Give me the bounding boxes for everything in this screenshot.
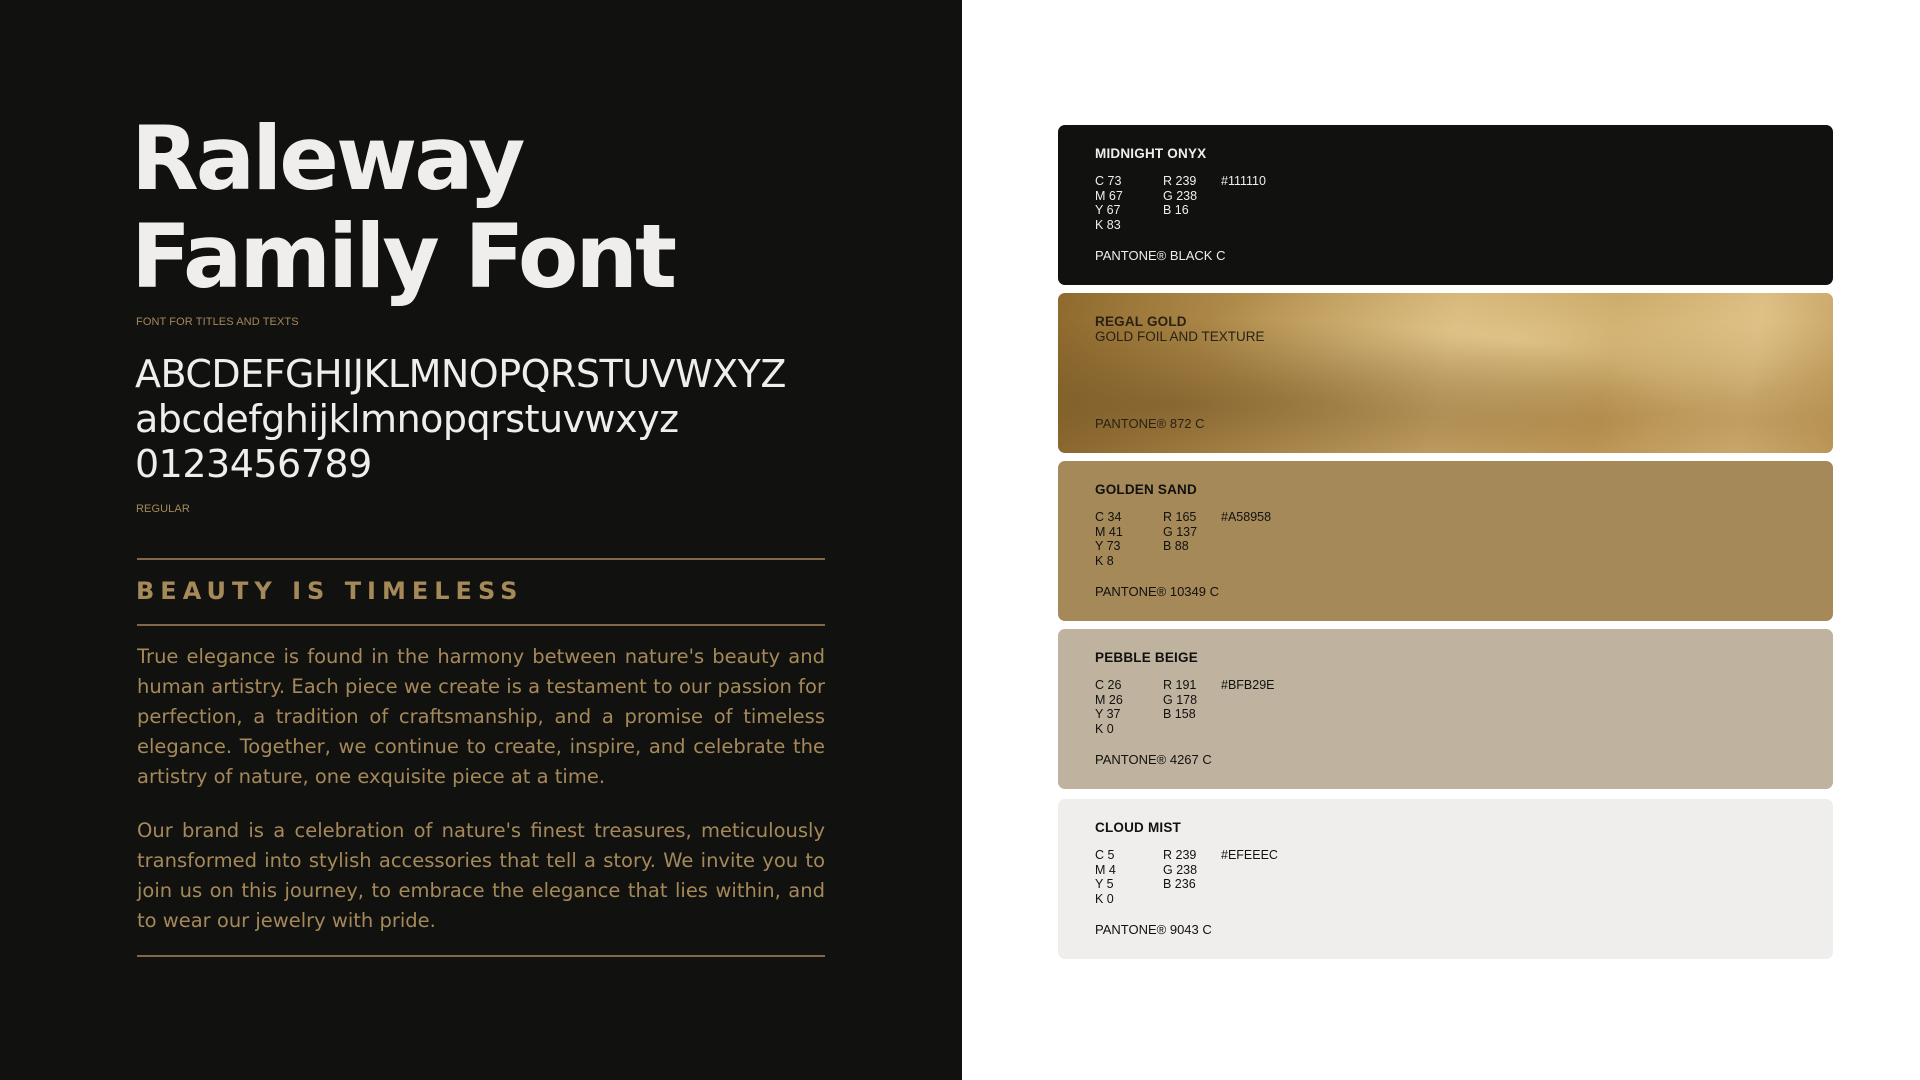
hex-value: #111110 (1221, 174, 1266, 188)
rgb-g: G 178 (1163, 692, 1198, 707)
font-title (131, 107, 675, 308)
rgb-b: B 16 (1163, 203, 1189, 217)
swatch-name: PEBBLE BEIGE (1095, 650, 1198, 665)
weight-label: REGULAR (136, 503, 190, 515)
cmyk-values (1095, 510, 1163, 568)
pantone-value: PANTONE® 872 C (1095, 416, 1205, 431)
cmyk-values (1095, 848, 1163, 906)
hex-value: #BFB29E (1221, 678, 1275, 692)
swatch-description: GOLD FOIL AND TEXTURE (1095, 329, 1265, 344)
rgb-values (1163, 174, 1221, 232)
cmyk-y: Y 73 (1095, 539, 1121, 553)
cmyk-c: C 34 (1095, 510, 1122, 524)
cmyk-c: C 5 (1095, 848, 1115, 862)
hex-value: #EFEEEC (1221, 848, 1278, 862)
lowercase-glyphs: abcdefghijklmnopqrstuvwxyz (135, 397, 679, 441)
swatch-specs (1095, 510, 1796, 568)
cmyk-y: Y 5 (1095, 877, 1114, 891)
swatch-specs (1095, 174, 1796, 232)
cmyk-m: M 26 (1095, 692, 1123, 707)
divider-middle (137, 624, 825, 626)
cmyk-c: C 26 (1095, 678, 1122, 692)
rgb-r: R 165 (1163, 510, 1197, 524)
cmyk-c: C 73 (1095, 174, 1122, 188)
swatch-name: REGAL GOLD (1095, 314, 1187, 329)
swatch-specs (1095, 848, 1796, 906)
section-heading: BEAUTY IS TIMELESS (136, 577, 524, 605)
font-title-line2: Family Font (131, 205, 675, 308)
cmyk-m: M 67 (1095, 188, 1123, 203)
body-paragraph-1: True elegance is found in the harmony between nature's beauty and human artistry. Each piece we create is a testament to our passion for perfection, a tradition of craftsmanship, and a promise of timeless elegance. Together, we continue to create, inspire, and celebrate the artistry of nature, one exquisite piece at a time. (137, 645, 825, 788)
swatch-name: GOLDEN SAND (1095, 482, 1197, 497)
cmyk-y: Y 37 (1095, 707, 1121, 721)
cmyk-k: K 0 (1095, 721, 1114, 736)
rgb-values (1163, 848, 1221, 906)
uppercase-glyphs: ABCDEFGHIJKLMNOPQRSTUVWXYZ (135, 352, 786, 396)
rgb-g: G 137 (1163, 524, 1198, 539)
swatch-name: MIDNIGHT ONYX (1095, 146, 1207, 161)
cmyk-k: K 8 (1095, 553, 1114, 568)
glyph-specimen (135, 352, 786, 487)
cmyk-y: Y 67 (1095, 203, 1121, 217)
rgb-b: B 88 (1163, 539, 1189, 553)
rgb-b: B 158 (1163, 707, 1196, 721)
rgb-g: G 238 (1163, 188, 1198, 203)
swatch-name: CLOUD MIST (1095, 820, 1181, 835)
font-title-line1: Raleway (131, 107, 523, 210)
cmyk-k: K 0 (1095, 891, 1114, 906)
pantone-value: PANTONE® 9043 C (1095, 922, 1212, 937)
rgb-values (1163, 678, 1221, 736)
digit-glyphs: 0123456789 (135, 442, 372, 486)
rgb-g: G 238 (1163, 862, 1198, 877)
divider-top (137, 558, 825, 560)
rgb-r: R 239 (1163, 174, 1197, 188)
cmyk-values (1095, 678, 1163, 736)
pantone-value: PANTONE® 10349 C (1095, 584, 1219, 599)
rgb-r: R 239 (1163, 848, 1197, 862)
rgb-b: B 236 (1163, 877, 1196, 891)
swatch-cloud-mist (1058, 799, 1833, 959)
divider-bottom (137, 955, 825, 957)
cmyk-values (1095, 174, 1163, 232)
swatch-regal-gold (1058, 293, 1833, 453)
swatch-midnight-onyx (1058, 125, 1833, 285)
swatch-golden-sand (1058, 461, 1833, 621)
font-subtitle: FONT FOR TITLES AND TEXTS (136, 316, 299, 328)
swatch-specs (1095, 678, 1796, 736)
cmyk-m: M 41 (1095, 524, 1123, 539)
rgb-values (1163, 510, 1221, 568)
pantone-value: PANTONE® BLACK C (1095, 248, 1226, 263)
pantone-value: PANTONE® 4267 C (1095, 752, 1212, 767)
swatch-pebble-beige (1058, 629, 1833, 789)
body-paragraph-2: Our brand is a celebration of nature's finest treasures, meticulously transformed into stylish accessories that tell a story. We invite you to join us on this journey, to embrace the elegance that lies within, and to wear our jewelry with pride. (137, 819, 825, 932)
cmyk-m: M 4 (1095, 862, 1116, 877)
cmyk-k: K 83 (1095, 217, 1121, 232)
hex-value: #A58958 (1221, 510, 1272, 524)
rgb-r: R 191 (1163, 678, 1197, 692)
